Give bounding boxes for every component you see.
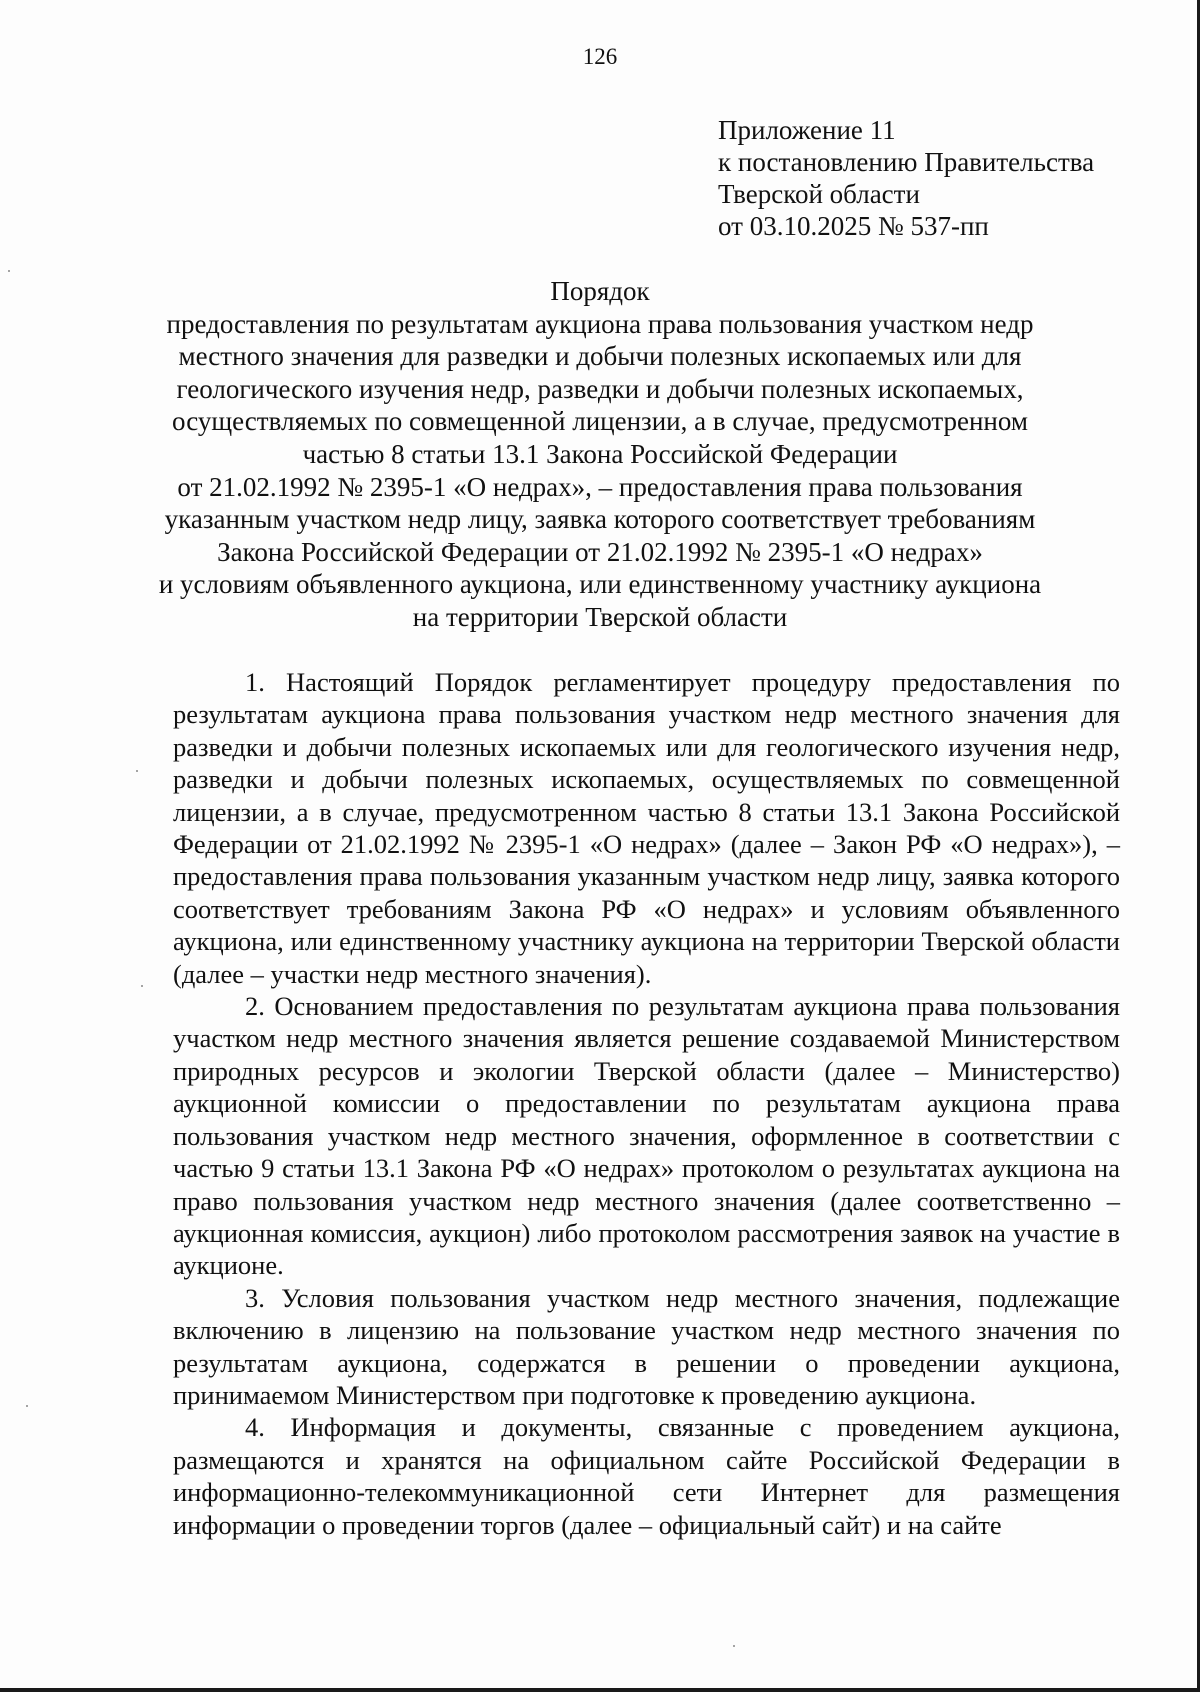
scan-speck	[136, 770, 138, 772]
document-body	[173, 666, 1120, 1541]
title-line: предоставления по результатам аукциона права пользования участком недр	[166, 308, 1034, 339]
scan-speck	[141, 985, 143, 987]
paragraph-1: 1. Настоящий Порядок регламентирует процедуру предоставления по результатам аукциона права пользования участком недр местного значения для разведки и добычи полезных ископаемых или для геологического изучения недр, разведки и добычи полезных ископаемых, осуществляемых по совмещенной лицензии, а в случае, предусмотренном частью 8 статьи 13.1 Закона Российской Федерации от 21.02.1992 № 2395-1 «О недрах» (далее – Закон РФ «О недрах»), – предоставления права пользования указанным участком недр лицу, заявка которого соответствует требованиям Закона РФ «О недрах» и условиям объявленного аукциона, или единственному участнику аукциона на территории Тверской области (далее – участки недр местного значения).	[173, 667, 1120, 989]
title-line: Закона Российской Федерации от 21.02.1992 № 2395-1 «О недрах»	[217, 536, 983, 567]
title-line: и условиям объявленного аукциона, или единственному участнику аукциона	[158, 569, 1042, 600]
appendix-block	[718, 114, 1094, 242]
title-line: геологического изучения недр, разведки и добычи полезных ископаемых,	[176, 373, 1024, 404]
document-title	[150, 275, 1050, 634]
title-line: от 21.02.1992 № 2395-1 «О недрах», – предоставления права пользования	[177, 471, 1023, 502]
scan-border-bottom	[0, 1688, 1200, 1692]
scan-speck	[733, 1645, 735, 1647]
title-line: частью 8 статьи 13.1 Закона Российской Федерации	[302, 438, 898, 469]
appendix-line: от 03.10.2025 № 537-пп	[718, 211, 989, 241]
scan-speck	[8, 270, 10, 272]
title-heading: Порядок	[550, 276, 650, 306]
title-line: осуществляемых по совмещенной лицензии, а в случае, предусмотренном	[172, 406, 1028, 437]
paragraph-4: 4. Информация и документы, связанные с проведением аукциона, размещаются и хранятся на официальном сайте Российской Федерации в информационно-телекоммуникационной сети Интернет для размещения информации о проведении торгов (далее – официальный сайт) и на сайте	[173, 1412, 1120, 1540]
paragraph-3: 3. Условия пользования участком недр местного значения, подлежащие включению в лицензию на пользование участком недр местного значения по результатам аукциона, содержатся в решении о проведении аукциона, принимаемом Министерством при подготовке к проведению аукциона.	[173, 1282, 1120, 1410]
appendix-line: Приложение 11	[718, 115, 896, 145]
paragraph-2: 2. Основанием предоставления по результатам аукциона права пользования участком недр местного значения является решение создаваемой Министерством природных ресурсов и экологии Тверской области (далее – Министерство) аукционной комиссии о предоставлении по результатам аукциона права пользования участком недр местного значения, оформленное в соответствии с частью 9 статьи 13.1 Закона РФ «О недрах» протоколом о результатах аукциона на право пользования участком недр местного значения (далее соответственно – аукционная комиссия, аукцион) либо протоколом рассмотрения заявок на участие в аукционе.	[173, 991, 1120, 1281]
title-line: местного значения для разведки и добычи полезных ископаемых или для	[178, 341, 1022, 372]
title-line: на территории Тверской области	[412, 601, 788, 632]
title-line: указанным участком недр лицу, заявка которого соответствует требованиям	[164, 504, 1036, 535]
appendix-line: к постановлению Правительства	[718, 147, 1095, 177]
page-number: 126	[582, 44, 618, 69]
scan-speck	[26, 1405, 28, 1407]
appendix-line: Тверской области	[718, 179, 920, 209]
